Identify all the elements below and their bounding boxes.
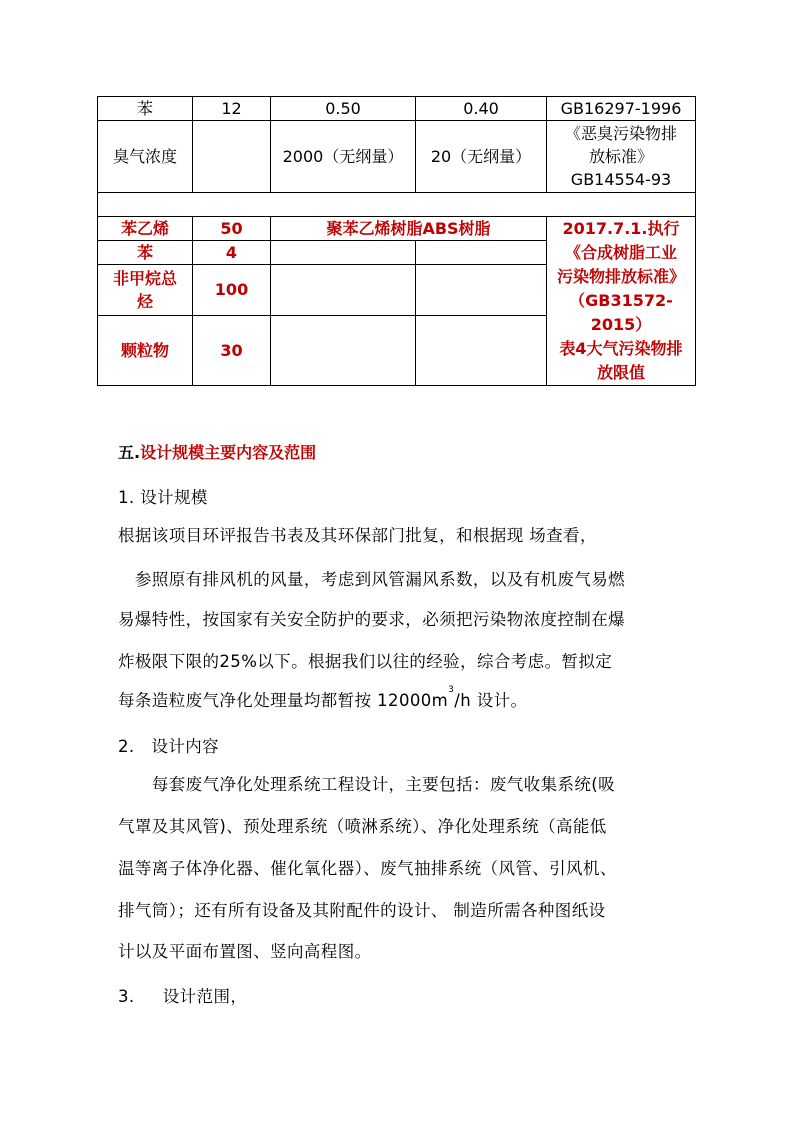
- table-row: [98, 121, 696, 193]
- standard-line: 《恶臭污染物排: [564, 124, 677, 143]
- emission-standards-table: [97, 96, 696, 386]
- paragraph-line: 排气筒）；还有所有设备及其附配件的设计、 制造所需各种图纸设: [118, 901, 606, 920]
- empty-cell: [416, 241, 547, 265]
- pollutant-cell: 苯: [98, 97, 193, 121]
- concentration-cell: [193, 121, 271, 193]
- concentration-cell: 30: [193, 315, 271, 385]
- paragraph-line: 气罩及其风管)、预处理系统（喷淋系统）、净化处理系统（高能低: [118, 817, 607, 836]
- item-title: 设计内容: [151, 737, 220, 756]
- note-line: 2017.7.1.执行: [562, 219, 680, 238]
- value-cell: 0.40: [416, 97, 547, 121]
- item-number: 3.: [118, 987, 135, 1006]
- table-row-blank: [98, 193, 696, 217]
- pollutant-cell: 臭气浓度: [98, 121, 193, 193]
- standard-note-cell: [547, 217, 696, 386]
- item-heading: [118, 983, 247, 1007]
- table-row: [98, 97, 696, 121]
- section-title: 设计规模主要内容及范围: [140, 443, 317, 462]
- item-title: 设计范围，: [162, 987, 248, 1006]
- item-number: 1.: [118, 488, 135, 507]
- paragraph-line: 每套废气净化处理系统工程设计，主要包括：废气收集系统(吸: [118, 775, 616, 794]
- item-heading: [118, 484, 208, 508]
- concentration-cell: 100: [193, 265, 271, 315]
- pollutant-cell: [98, 265, 193, 315]
- empty-cell: [416, 265, 547, 315]
- section-heading: [118, 440, 316, 463]
- standard-cell: [547, 121, 696, 193]
- item-number: 2.: [118, 737, 135, 756]
- standard-line: 放标准》: [588, 147, 653, 166]
- resin-type-cell: 聚苯乙烯树脂ABS树脂: [271, 217, 547, 241]
- note-line: 放限值: [596, 363, 645, 382]
- empty-cell: [271, 265, 416, 315]
- paragraph-line: 炸极限下限的25%以下。根据我们以往的经验，综合考虑。暂拟定: [118, 652, 613, 671]
- standard-cell: GB16297-1996: [547, 97, 696, 121]
- blank-cell: [98, 193, 696, 217]
- pollutant-cell: 苯: [98, 241, 193, 265]
- table-row: [98, 217, 696, 241]
- section-number: 五.: [118, 443, 141, 462]
- empty-cell: [416, 315, 547, 385]
- text-span: 每条造粒废气净化处理量均都暂按 12000m: [118, 691, 449, 710]
- paragraph-line: 温等离子体净化器、催化氧化器）、废气抽排系统（风管、引风机、: [118, 859, 617, 878]
- paragraph-line: 根据该项目环评报告书表及其环保部门批复，和根据现 场查看，: [118, 526, 597, 545]
- note-line: 《合成树脂工业: [564, 243, 677, 262]
- value-cell: 20（无纲量）: [416, 121, 547, 193]
- empty-cell: [271, 241, 416, 265]
- note-line: 污染物排放标准》: [556, 267, 685, 286]
- paragraph-line: [118, 687, 527, 711]
- superscript: 3: [448, 685, 455, 695]
- concentration-cell: 4: [193, 241, 271, 265]
- paragraph-line: 参照原有排风机的风量，考虑到风管漏风系数，以及有机废气易燃: [118, 570, 626, 589]
- concentration-cell: 50: [193, 217, 271, 241]
- concentration-cell: 12: [193, 97, 271, 121]
- empty-cell: [271, 315, 416, 385]
- paragraph-line: 计以及平面布置图、竖向高程图。: [118, 942, 372, 961]
- paragraph-line: 易爆特性，按国家有关安全防护的要求，必须把污染物浓度控制在爆: [118, 610, 625, 629]
- note-line: （GB31572-2015）: [569, 291, 673, 334]
- pollutant-line: 非甲烷总: [112, 268, 177, 288]
- value-cell: 0.50: [271, 97, 416, 121]
- pollutant-cell: 颗粒物: [98, 315, 193, 385]
- pollutant-cell: 苯乙烯: [98, 217, 193, 241]
- pollutant-line: 烃: [136, 291, 153, 311]
- value-cell: 2000（无纲量）: [271, 121, 416, 193]
- text-span: /h 设计。: [454, 691, 528, 710]
- item-heading: [118, 733, 219, 757]
- note-line: 表4大气污染物排: [559, 339, 683, 358]
- standard-line: GB14554-93: [570, 170, 672, 189]
- item-title: 设计规模: [140, 488, 208, 507]
